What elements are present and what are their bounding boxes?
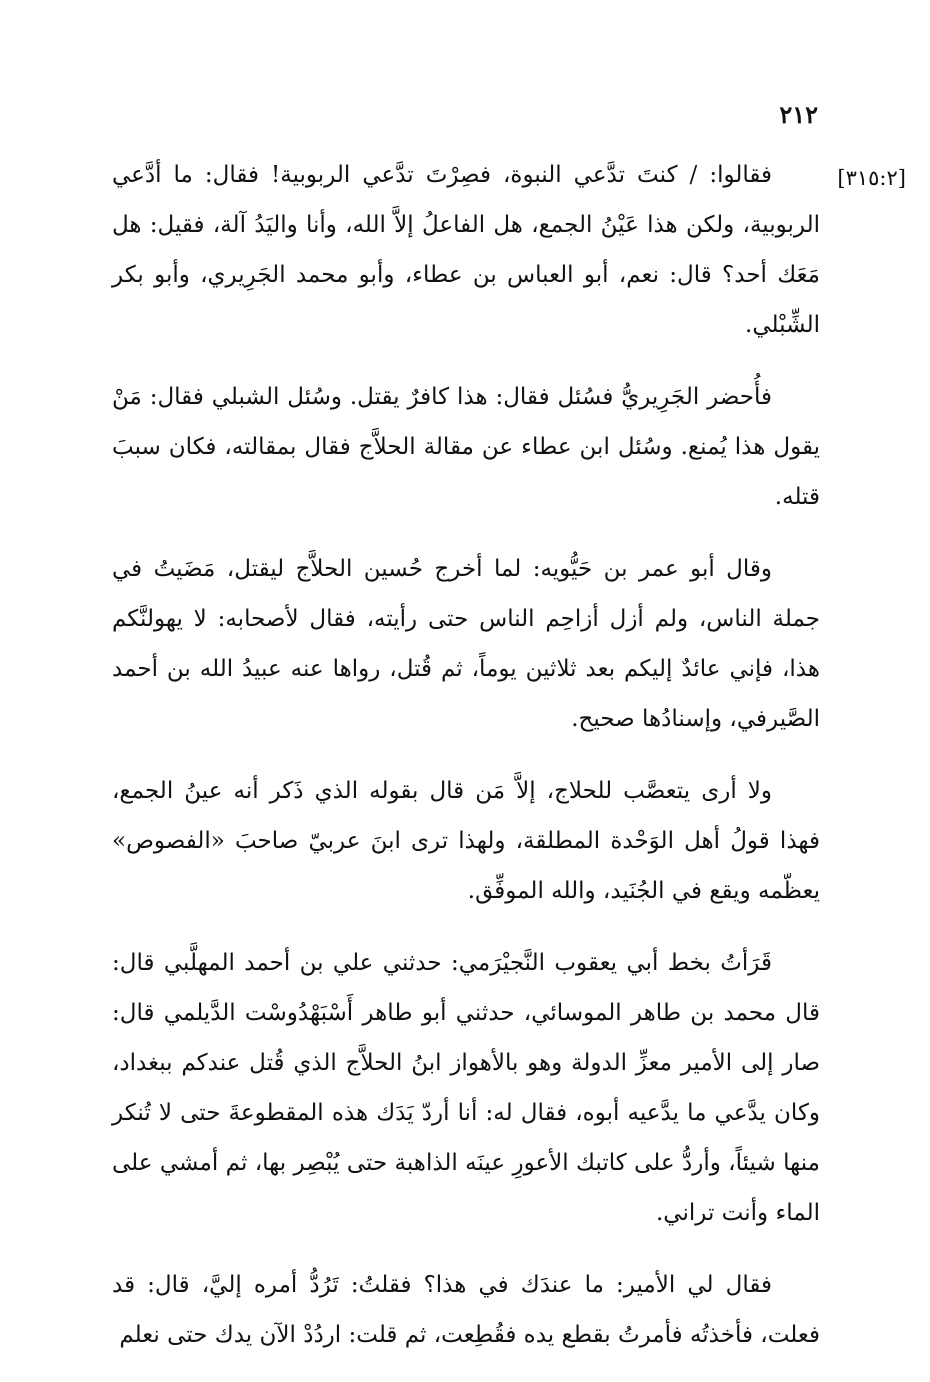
paragraph: قَرَأتُ بخط أبي يعقوب النَّجيْرَمي: حدثني علي بن أحمد المهلَّبي قال: قال محمد بن طاهر الموسائي، حدثني أبو طاهر أَسْبَهْدُوسْت الدَّيلمي قال: صار إلى الأمير معزِّ الدولة وهو بالأهواز ابنُ الحلاَّج الذي قُتل عندكم ببغداد، وكان يدَّعي ما يدَّعيه أبوه، فقال له: أنا أردّ يَدَك هذه المقطوعةَ حتى لا تُنكر منها شيئاً، وأردُّ على كاتبك الأعورِ عينَه الذاهبة حتى يُبْصِر بها، ثم أمشي على الماء وأنت تراني. — [112, 950, 820, 1226]
paragraph: فقال لي الأمير: ما عندَك في هذا؟ فقلتُ: تَرُدُّ أمره إليَّ، قال: قد فعلت، فأخذتُه فأمرتُ بقطع يده فقُطِعت، ثم قلت: اردُدْ الآن يدك حتى نعلم — [112, 1272, 820, 1348]
margin-reference: [٣١٥:٢] — [837, 166, 906, 190]
paragraph: فقالوا: / كنتَ تدَّعي النبوة، فصِرْتَ تدَّعي الربوبية! فقال: ما أدَّعي الربوبية، ولكن هذا عَيْنُ الجمع، هل الفاعلُ إلاَّ الله، وأنا واليَدُ آلة، فقيل: هل مَعَك أحد؟ قال: نعم، أبو العباس بن عطاء، وأبو محمد الجَرِيري، وأبو بكر الشِّبْلي. — [112, 162, 820, 338]
paragraph: فأُحضر الجَرِيريُّ فسُئل فقال: هذا كافرٌ يقتل. وسُئل الشبلي فقال: مَنْ يقول هذا يُمنع. وسُئل ابن عطاء عن مقالة الحلاَّج فقال بمقالته، فكان سببَ قتله. — [112, 384, 820, 510]
paragraph: وقال أبو عمر بن حَيُّويه: لما أخرج حُسين الحلاَّج ليقتل، مَضَيتُ في جملة الناس، ولم أزل أزاحِم الناس حتى رأيته، فقال لأصحابه: لا يهولنَّكم هذا، فإني عائدٌ إليكم بعد ثلاثين يوماً، ثم قُتل، رواها عنه عبيدُ الله بن أحمد الصَّيرفي، وإسنادُها صحيح. — [112, 556, 820, 732]
paragraph: ولا أرى يتعصَّب للحلاج، إلاَّ مَن قال بقوله الذي ذَكر أنه عينُ الجمع، فهذا قولُ أهل الوَحْدة المطلقة، ولهذا ترى ابنَ عربيّ صاحبَ «الفصوص» يعظّمه ويقع في الجُنَيد، والله الموفِّق. — [112, 778, 820, 904]
page-number: ٢١٢ — [779, 100, 818, 129]
body-text — [112, 150, 820, 1382]
